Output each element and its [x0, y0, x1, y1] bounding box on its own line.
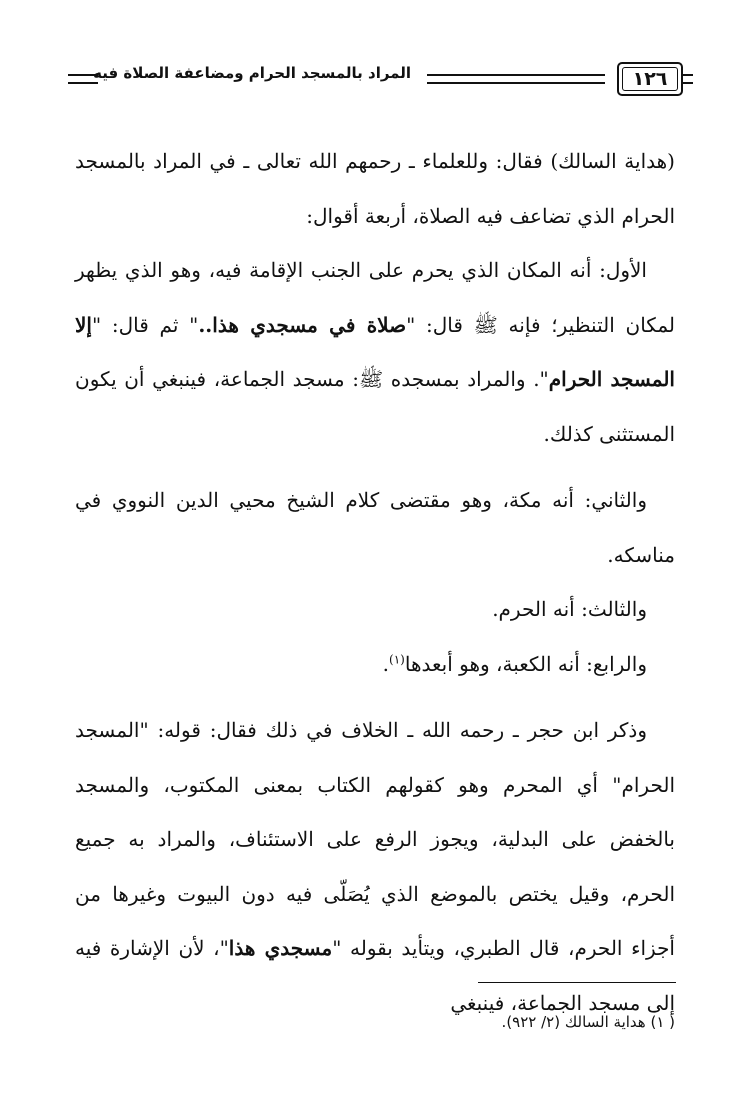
paragraph-3: والثاني: أنه مكة، وهو مقتضى كلام الشيخ محيي الدين النووي في مناسكه.: [75, 488, 675, 567]
paragraph-6: [75, 703, 675, 1030]
p5-end: .: [382, 651, 390, 676]
p2-text-a: الأول: أنه المكان الذي يحرم على الجنب الإقامة فيه، وهو الذي يظهر لمكان التنظير؛ فإنه ﷺ قال: ": [75, 258, 675, 337]
header-rule-left: [68, 74, 98, 84]
hadith-exception: إلا المسجد الحرام: [75, 312, 675, 391]
p2-text-c: " ثم قال: ": [91, 312, 199, 337]
running-title: المراد بالمسجد الحرام ومضاعفة الصلاة فيه: [93, 64, 411, 82]
paragraph-5: [75, 637, 675, 692]
p6-text-a: وذكر ابن حجر ـ رحمه الله ـ الخلاف في ذلك فقال: قوله: "المسجد الحرام" أي المحرم وهو كقولهم الكتاب بمعنى المكتوب، والمسجد بالخفض على البدلية، ويجوز الرفع على الاستئناف، والمراد به جميع الحرم، وقيل يختص بالموضع الذي يُصَلّى فيه دون البيوت وغيرها من أجزاء الحرم، قال الطبري، ويتأيد بقوله ": [75, 718, 675, 960]
hadith-quote-2: مسجدي هذا: [228, 936, 333, 960]
paragraph-4: والثالث: أنه الحرم.: [492, 597, 647, 621]
page-number: ١٢٦: [617, 62, 683, 96]
p5-text: والرابع: أنه الكعبة، وهو أبعدها: [404, 651, 647, 676]
footnote-divider: [478, 982, 676, 983]
footnote: ( ١) هداية السالك (٢/ ٩٢٢).: [501, 1013, 675, 1031]
footnote-ref: (١): [389, 651, 405, 666]
main-text: [75, 134, 675, 1030]
hadith-quote: صلاة في مسجدي هذا..: [198, 312, 407, 337]
page-header: [68, 62, 693, 96]
header-rule-right: [683, 74, 693, 84]
header-rule-middle: [427, 74, 605, 84]
p2-text-e: ". والمراد بمسجده ﷺ: مسجد الجماعة، فينبغي أن يكون المستثنى كذلك.: [75, 367, 675, 446]
paragraph-2: [75, 243, 675, 461]
p6-text-c: "، لأن الإشارة فيه إلى مسجد الجماعة، فينبغي: [75, 936, 675, 1015]
paragraph-1: (هداية السالك) فقال: وللعلماء ـ رحمهم الله تعالى ـ في المراد بالمسجد الحرام الذي تضاعف فيه الصلاة، أربعة أقوال:: [75, 149, 675, 228]
